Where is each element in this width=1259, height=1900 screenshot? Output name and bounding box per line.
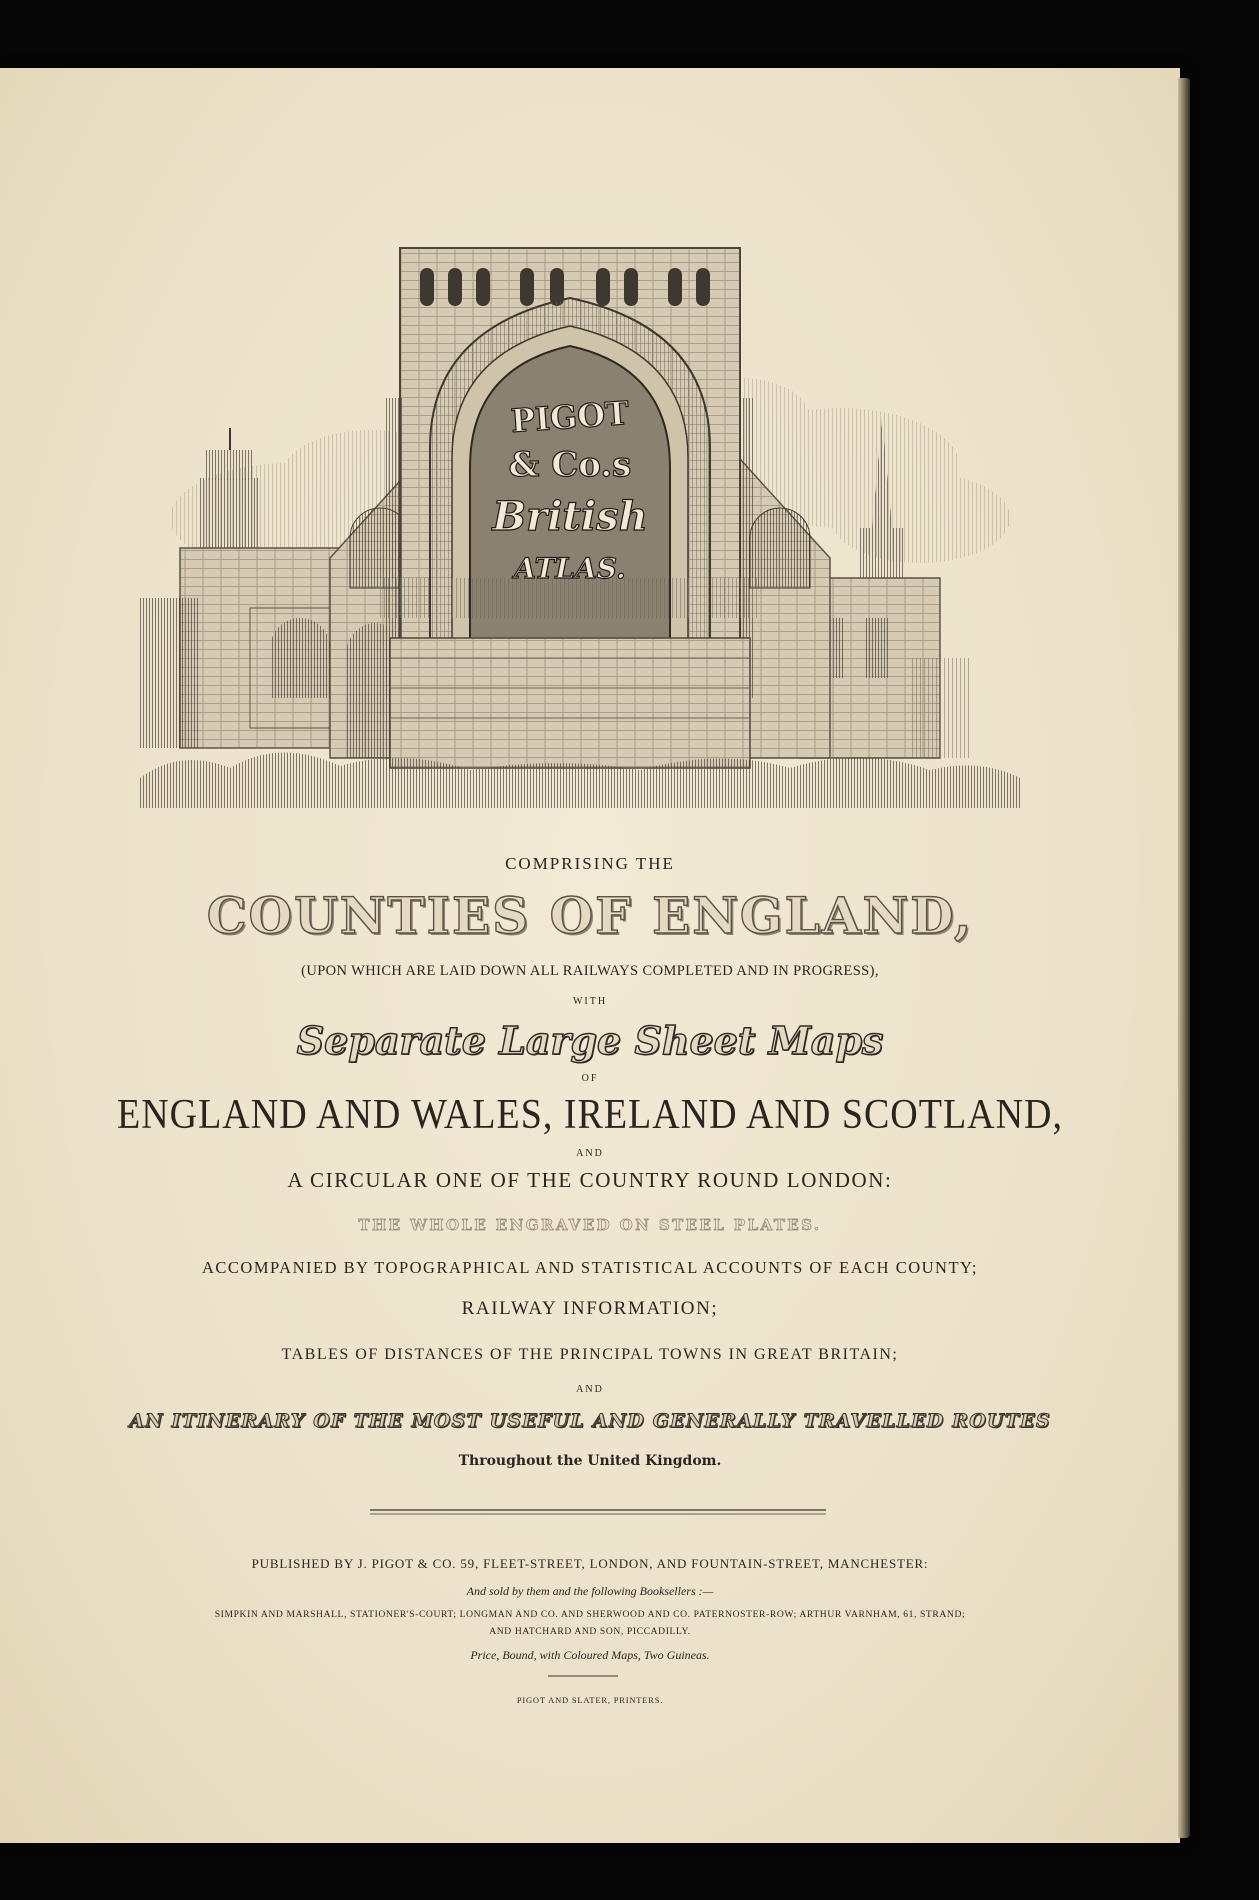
plate-line-pigot: PIGOT — [509, 393, 631, 441]
plate-line-british: British — [492, 493, 648, 540]
booksellers-list-1: SIMPKIN AND MARSHALL, STATIONER'S-COURT; LONGMAN AND CO. AND SHERWOOD AND CO. PATERNOSTER-ROW; ARTHUR VARNHAM, 61, STRAND; — [214, 1609, 966, 1620]
booksellers-intro: And sold by them and the following Booksellers :— — [466, 1584, 714, 1598]
title-page — [0, 68, 1180, 1843]
counties-heading: COUNTIES OF ENGLAND, — [206, 886, 974, 945]
page-edge — [1178, 78, 1190, 1838]
church-vignette — [140, 218, 1020, 808]
steel-plates-line: THE WHOLE ENGRAVED ON STEEL PLATES. — [358, 1216, 822, 1234]
tables-line: TABLES OF DISTANCES OF THE PRINCIPAL TOWNS IN GREAT BRITAIN; — [281, 1346, 899, 1363]
and-line-2: AND — [576, 1384, 604, 1395]
throughout-line: Throughout the United Kingdom. — [458, 1453, 722, 1469]
comprising-line: COMPRISING THE — [505, 854, 675, 873]
countries-heading: ENGLAND AND WALES, IRELAND AND SCOTLAND, — [117, 1091, 1063, 1139]
plate-line-atlas: ATLAS. — [514, 552, 626, 585]
separate-maps-heading: Separate Large Sheet Maps — [296, 1018, 884, 1063]
booksellers-list-2: AND HATCHARD AND SON, PICCADILLY. — [489, 1626, 691, 1637]
itinerary-heading: AN ITINERARY OF THE MOST USEFUL AND GENERALLY TRAVELLED ROUTES — [129, 1410, 1051, 1432]
railway-information-line: RAILWAY INFORMATION; — [461, 1298, 719, 1319]
railways-note: (UPON WHICH ARE LAID DOWN ALL RAILWAYS COMPLETED AND IN PROGRESS), — [301, 963, 879, 979]
accompanied-line: ACCOMPANIED BY TOPOGRAPHICAL AND STATISTICAL ACCOUNTS OF EACH COUNTY; — [201, 1258, 979, 1277]
short-rule — [0, 1674, 1180, 1678]
publisher-line: PUBLISHED BY J. PIGOT & CO. 59, FLEET-STREET, LONDON, AND FOUNTAIN-STREET, MANCHESTER: — [251, 1556, 929, 1571]
circular-map-line: A CIRCULAR ONE OF THE COUNTRY ROUND LONDON: — [287, 1168, 893, 1192]
price-line: Price, Bound, with Coloured Maps, Two Guineas. — [470, 1648, 710, 1662]
plate-line-co: & Co.s — [508, 445, 632, 485]
of-line: OF — [581, 1073, 599, 1084]
printers-line: PIGOT AND SLATER, PRINTERS. — [516, 1695, 664, 1705]
with-line: WITH — [572, 996, 608, 1007]
and-line-1: AND — [576, 1148, 604, 1159]
double-rule — [0, 1508, 1180, 1516]
